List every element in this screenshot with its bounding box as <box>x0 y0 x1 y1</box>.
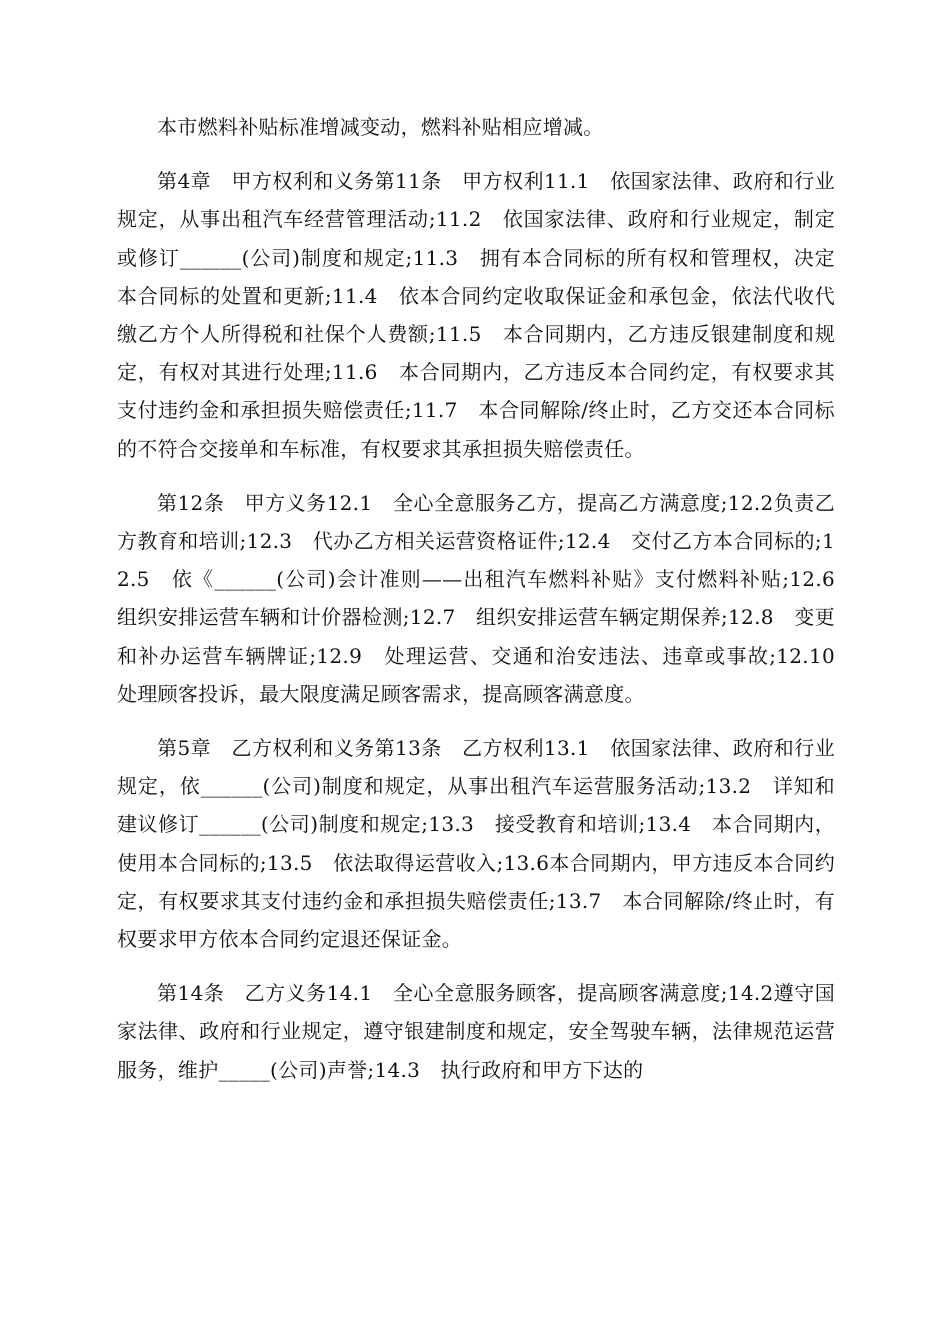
paragraph-article-14-party-b-obligations: 第14条 乙方义务14.1 全心全意服务顾客，提高顾客满意度;14.2遵守国家法律、政府和行业规定，遵守银建制度和规定，安全驾驶车辆，法律规范运营服务，维护_____(公司)声誉;14.3 执行政府和甲方下达的 <box>117 981 835 1082</box>
paragraph-article-12-party-a-obligations: 第12条 甲方义务12.1 全心全意服务乙方，提高乙方满意度;12.2负责乙方教育和培训;12.3 代办乙方相关运营资格证件;12.4 交付乙方本合同标的;12.5 依《______(公司)会计准则——出租汽车燃料补贴》支付燃料补贴;12.6 组织安排运营车辆和计价器检测;12.7 组织安排运营车辆定期保养;12.8 变更和补办运营车辆牌证;12.9 处理运营、交通和治安违法、违章或事故;12.10 处理顾客投诉，最大限度满足顾客需求，提高顾客满意度。 <box>117 490 856 706</box>
paragraph-chapter-4-party-a-rights: 第4章 甲方权利和义务第11条 甲方权利11.1 依国家法律、政府和行业规定，从事出租汽车经营管理活动;11.2 依国家法律、政府和行业规定，制定或修订______(公司)制度和规定;11.3 拥有本合同标的所有权和管理权，决定本合同标的处置和更新;11.4 依本合同约定收取保证金和承包金，依法代收代缴乙方个人所得税和社保个人费额;11.5 本合同期内，乙方违反银建制度和规定，有权对其进行处理;11.6 本合同期内，乙方违反本合同约定，有权要求其支付违约金和承担损失赔偿责任;11.7 本合同解除/终止时，乙方交还本合同标的不符合交接单和车标准，有权要求其承担损失赔偿责任。 <box>117 169 835 461</box>
paragraph-chapter-5-party-b-rights: 第5章 乙方权利和义务第13条 乙方权利13.1 依国家法律、政府和行业规定，依______(公司)制度和规定，从事出租汽车运营服务活动;13.2 详知和建议修订______(公司)制度和规定;13.3 接受教育和培训;13.4 本合同期内，使用本合同标的;13.5 依法取得运营收入;13.6本合同期内，甲方违反本合同约定，有权要求其支付违约金和承担损失赔偿责任;13.7 本合同解除/终止时，有权要求甲方依本合同约定退还保证金。 <box>117 736 835 952</box>
document-body <box>117 108 856 1105</box>
paragraph-fuel-subsidy: 本市燃料补贴标准增减变动，燃料补贴相应增减。 <box>157 115 604 139</box>
